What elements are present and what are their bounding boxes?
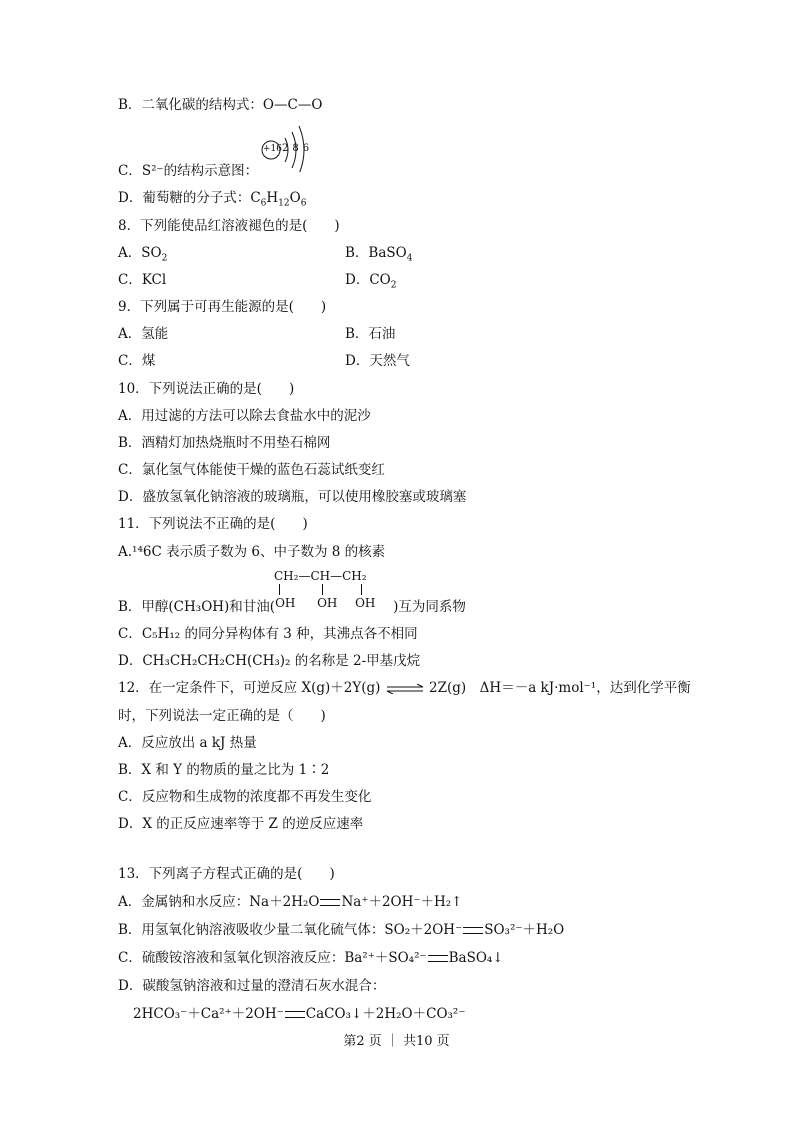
nucleus-charge: +16	[263, 144, 282, 154]
glycerol-structure	[274, 570, 367, 583]
q10-option-c: C．氯化氢气体能使干燥的蓝色石蕊试纸变红	[118, 462, 385, 478]
q11-option-a: A.¹⁴6C 表示质子数为 6、中子数为 8 的核素	[118, 544, 386, 560]
q9-option-a: A．氢能	[118, 326, 169, 342]
q10-option-b: B．酒精灯加热烧瓶时不用垫石棉网	[118, 435, 331, 451]
electron-shells: 286	[282, 143, 314, 154]
q9-option-d: D．天然气	[345, 353, 410, 369]
question-13: 13．下列离子方程式正确的是( )	[118, 866, 335, 882]
page-footer: 第2 页 ｜ 共10 页	[343, 1034, 450, 1049]
q8-option-b: B．BaSO$_4$	[345, 245, 413, 264]
q10-option-d: D．盛放氢氧化钠溶液的玻璃瓶，可以使用橡胶塞或玻璃塞	[118, 489, 467, 505]
q12-option-a: A．反应放出 a kJ 热量	[118, 735, 257, 751]
q11-option-c: C．C₅H₁₂ 的同分异构体有 3 种，其沸点各不相同	[118, 626, 418, 642]
sulfide-ion-diagram	[258, 122, 318, 172]
question-8: 8．下列能使品红溶液褪色的是( )	[118, 218, 340, 234]
glycerol-chain: CH₂—CH—CH₂	[274, 569, 367, 583]
q13-option-b: B．用氢氧化钠溶液吸收少量二氧化硫气体：SO₂＋2OH⁻ SO₃²⁻＋H₂O	[118, 922, 565, 938]
option-d-glucose: D．葡萄糖的分子式：$C_6H_{12}O_6$	[118, 190, 307, 209]
q11-option-d: D．CH₃CH₂CH₂CH(CH₃)₂ 的名称是 2-甲基戊烷	[118, 653, 421, 669]
q10-option-a: A．用过滤的方法可以除去食盐水中的泥沙	[118, 408, 371, 424]
question-11: 11．下列说法不正确的是( )	[118, 516, 308, 532]
option-b-co2-structure: B．二氧化碳的结构式：O—C—O	[118, 97, 323, 113]
q12-option-b: B．X 和 Y 的物质的量之比为 1∶2	[118, 762, 330, 778]
question-10: 10．下列说法正确的是( )	[118, 381, 295, 397]
q9-option-b: B．石油	[345, 326, 396, 342]
q8-option-a: A．$SO_2$	[118, 245, 168, 264]
question-9: 9．下列属于可再生能源的是( )	[118, 299, 327, 315]
q13-option-d: D．碳酸氢钠溶液和过量的澄清石灰水混合：	[118, 978, 386, 994]
q12-option-d: D．X 的正反应速率等于 Z 的逆反应速率	[118, 816, 364, 832]
option-c-sulfide-label: C．S²⁻的结构示意图：	[118, 163, 259, 179]
q8-option-c: C．KCl	[118, 272, 167, 288]
q13-option-a: A．金属钠和水反应：Na＋2H₂O Na⁺＋2OH⁻＋H₂↑	[118, 894, 463, 910]
q13-option-d-equation: 2HCO₃⁻＋Ca²⁺＋2OH⁻ CaCO₃↓＋2H₂O＋CO₃²⁻	[133, 1006, 466, 1022]
q8-option-d: D．$CO_2$	[345, 272, 397, 291]
question-12-line2: 时，下列说法一定正确的是（ )	[118, 708, 326, 724]
q11-option-b: B．甲醇(CH₃OH)和甘油( OH OH OH )互为同系物	[118, 596, 466, 615]
q9-option-c: C．煤	[118, 353, 156, 369]
q13-option-c: C．硫酸铵溶液和氢氧化钡溶液反应：Ba²⁺＋SO₄²⁻ BaSO₄↓	[118, 950, 504, 966]
question-12-line1: 12．在一定条件下，可逆反应 X(g)＋2Y(g) 2Z(g) ΔH＝－a kJ·mol⁻¹，达到化学平衡	[118, 680, 691, 696]
reversible-arrow-icon	[385, 684, 425, 694]
q12-option-c: C．反应物和生成物的浓度都不再发生变化	[118, 789, 372, 805]
